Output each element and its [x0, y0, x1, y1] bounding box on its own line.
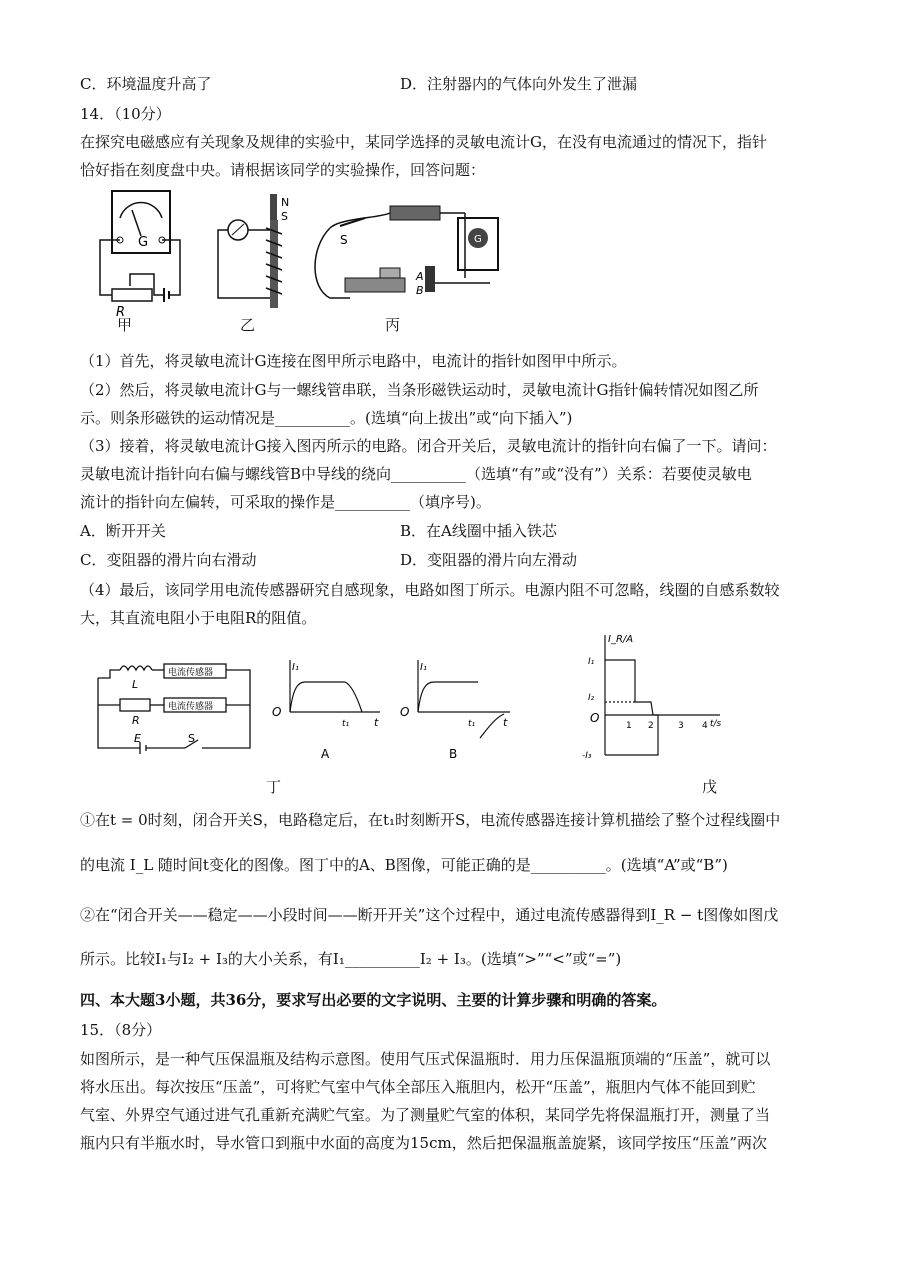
q15-heading: 15．（8分）: [80, 1021, 162, 1039]
label-S: S: [281, 210, 288, 223]
q15-para-4: 瓶内只有半瓶水时，导水管口到瓶中水面的高度为15cm，然后把保温瓶盖旋紧，该同学按压“压盖”两次: [80, 1134, 768, 1152]
sub-1a: ①在t = 0时刻，闭合开关S，电路稳定后，在t₁时刻断开S，电流传感器连接计算机描绘了整个过程线圈中: [80, 811, 781, 829]
label-N: N: [281, 196, 290, 209]
q14-para-1: 在探究电磁感应有关现象及规律的实验中，某同学选择的灵敏电流计G，在没有电流通过的情况下，指针: [80, 133, 767, 151]
option-c2: C．变阻器的滑片向右滑动: [80, 551, 257, 569]
option-b: B．在A线圈中插入铁芯: [400, 522, 557, 540]
graph-B-origin: O: [400, 705, 410, 719]
graph-A-t1: t₁: [342, 719, 350, 729]
label-A: A: [416, 270, 424, 283]
galvanometer-jia: [100, 191, 180, 320]
caption-ding: 丁: [266, 778, 282, 796]
q15-para-2: 将水压出。每次按压“压盖”，可将贮气室中气体全部压入瓶胆内，松开“压盖”，瓶胆内气体不能回到贮: [80, 1078, 756, 1096]
graph-A-t: t: [374, 716, 379, 729]
wu-x-label: t/s: [710, 719, 722, 729]
option-c: C．环境温度升高了: [80, 75, 212, 93]
option-d: D．注射器内的气体向外发生了泄漏: [400, 75, 638, 93]
sensor-label-2: 电流传感器: [168, 702, 214, 712]
label-G: G: [138, 235, 149, 250]
wu-tick-4: 4: [702, 721, 708, 731]
figure-jia-yi-bing: [90, 188, 530, 338]
step-4a: （4）最后，该同学用电流传感器研究自感现象，电路如图丁所示。电源内阻不可忽略，线圈的自感系数较: [80, 581, 780, 599]
label-R: R: [116, 305, 126, 320]
sensor-label-1: 电流传感器: [168, 668, 214, 678]
graph-A-caption: A: [321, 747, 330, 761]
step-4b: 大，其直流电阻小于电阻R的阻值。: [80, 609, 317, 627]
label-G-bing: G: [474, 234, 482, 245]
label-switch-S: S: [340, 233, 348, 247]
label-R-ding: R: [132, 714, 140, 727]
option-a: A．断开开关: [80, 522, 166, 540]
q14-heading: 14．（10分）: [80, 105, 171, 123]
wu-I2: I₂: [588, 693, 595, 703]
option-d2: D．变阻器的滑片向左滑动: [400, 551, 578, 569]
label-E: E: [134, 732, 141, 745]
solenoid-yi: [218, 194, 289, 308]
apparatus-bing: [315, 206, 498, 298]
graph-wu: [605, 635, 720, 755]
step-1: （1）首先，将灵敏电流计G连接在图甲所示电路中，电流计的指针如图甲中所示。: [80, 352, 627, 370]
section-4-heading: 四、本大题3小题，共36分，要求写出必要的文字说明、主要的计算步骤和明确的答案。: [80, 991, 667, 1009]
sub-2b: 所示。比较I₁与I₂ + I₃的大小关系，有I₁__________I₂ + I₃。(选填“>”“<”或“=”): [80, 950, 622, 968]
sub-1b: 的电流 I_L 随时间t变化的图像。图丁中的A、B图像，可能正确的是__________。(选填“A”或“B”): [80, 856, 728, 874]
caption-bing: 丙: [385, 316, 401, 334]
wu-tick-2: 2: [648, 721, 654, 731]
wu-I3: -I₃: [582, 751, 592, 761]
graph-B-I1: I₁: [420, 662, 427, 673]
graph-B-t1: t₁: [468, 719, 476, 729]
q15-para-3: 气室、外界空气通过进气孔重新充满贮气室。为了测量贮气室的体积，某同学先将保温瓶打开，测量了当: [80, 1106, 771, 1124]
label-L: L: [132, 678, 139, 691]
step-3a: （3）接着，将灵敏电流计G接入图丙所示的电路。闭合开关后，灵敏电流计的指针向右偏了一下。请问：: [80, 437, 777, 455]
step-2a: （2）然后，将灵敏电流计G与一螺线管串联，当条形磁铁运动时，灵敏电流计G指针偏转情况如图乙所: [80, 381, 759, 399]
caption-jia: 甲: [117, 316, 133, 334]
figure-ding-wu: [90, 630, 730, 770]
wu-origin: O: [590, 711, 600, 725]
step-3c: 流计的指针向左偏转，可采取的操作是__________（填序号)。: [80, 493, 491, 511]
caption-wu: 戊: [702, 778, 718, 796]
label-B: B: [416, 284, 424, 297]
step-2b: 示。则条形磁铁的运动情况是__________。(选填“向上拔出”或“向下插入”): [80, 409, 573, 427]
q15-para-1: 如图所示，是一种气压保温瓶及结构示意图。使用气压式保温瓶时．用力压保温瓶顶端的“压盖”，就可以: [80, 1050, 771, 1068]
wu-tick-3: 3: [678, 721, 684, 731]
options-cd: [80, 548, 840, 572]
sub-2a: ②在“闭合开关——稳定——小段时间——断开开关”这个过程中，通过电流传感器得到I_R − t图像如图戊: [80, 906, 779, 924]
caption-yi: 乙: [240, 316, 256, 334]
graph-B-caption: B: [449, 747, 458, 761]
q14-para-2: 恰好指在刻度盘中央。请根据该同学的实验操作，回答问题：: [80, 161, 486, 179]
step-3b: 灵敏电流计指针向右偏与螺线管B中导线的绕向__________（选填“有”或“没有”）关系：若要使灵敏电: [80, 465, 752, 483]
graph-A-origin: O: [272, 705, 282, 719]
label-S-ding: S: [188, 732, 195, 745]
wu-tick-1: 1: [626, 721, 632, 731]
graph-A: [290, 660, 380, 712]
wu-y-label: I_R/A: [608, 634, 634, 645]
graph-A-I1: I₁: [292, 662, 299, 673]
wu-I1: I₁: [588, 657, 595, 667]
graph-B-t: t: [503, 716, 508, 729]
option-c-line: [80, 72, 840, 96]
graph-B: [418, 660, 510, 738]
options-ab: [80, 519, 840, 543]
